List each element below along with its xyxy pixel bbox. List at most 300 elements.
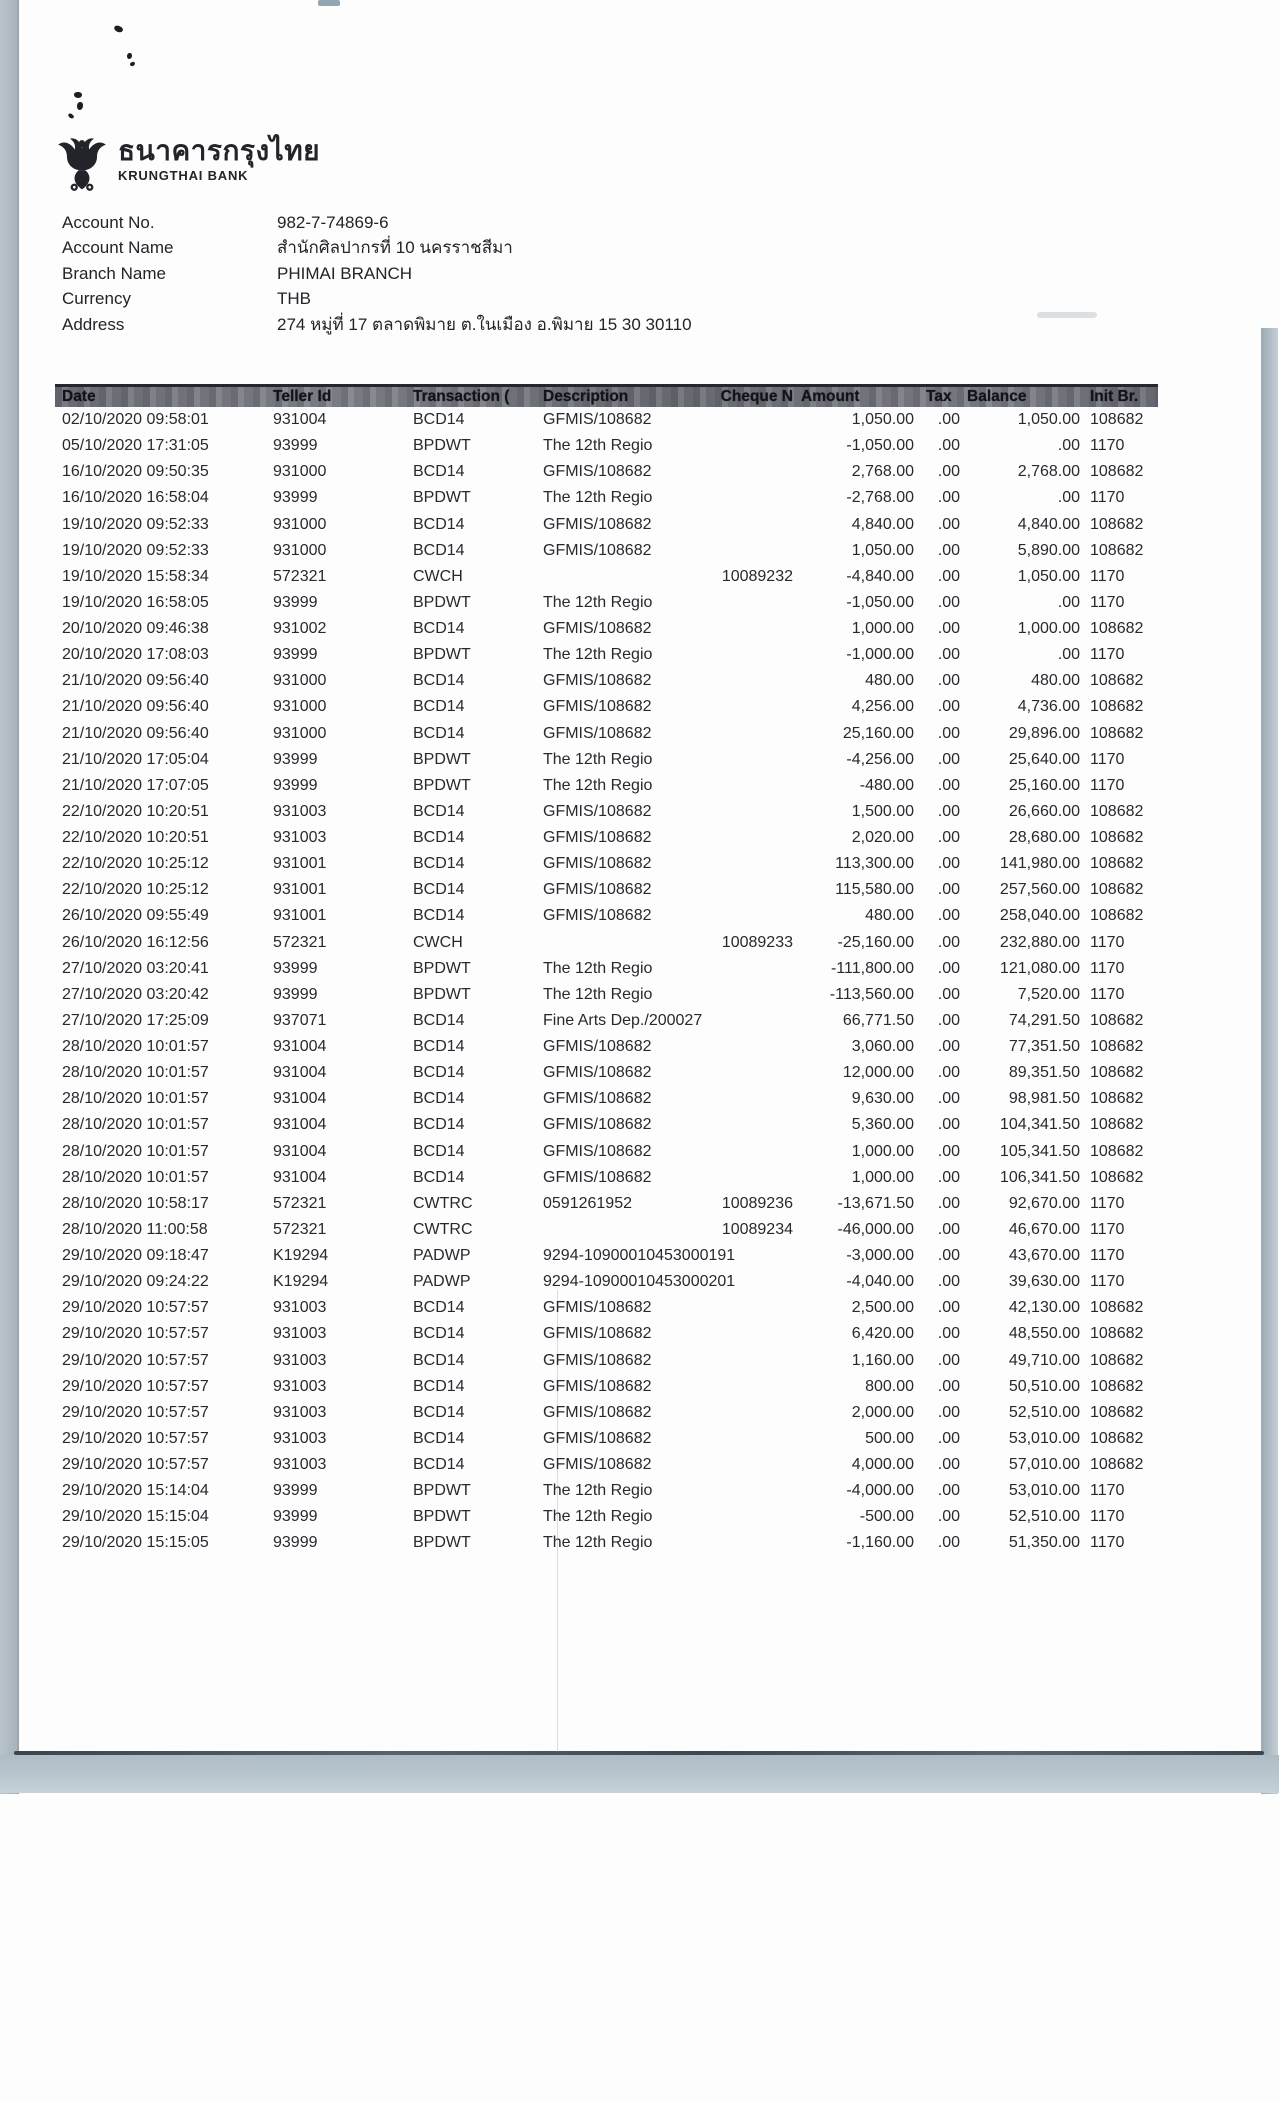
cell: [693, 1400, 793, 1426]
cell: 572321: [273, 933, 327, 951]
cell: [536, 930, 693, 956]
cell: 6,420.00: [851, 1325, 914, 1343]
cell: 108682: [1090, 1325, 1144, 1343]
cell: 1170: [1090, 1482, 1125, 1500]
cell: -4,000.00: [846, 1482, 914, 1500]
cell: -480.00: [859, 776, 914, 794]
scan-speck: [77, 102, 83, 110]
cell: .00: [937, 907, 960, 925]
cell: 28/10/2020 10:01:57: [62, 1168, 209, 1186]
cell: .00: [937, 1429, 960, 1447]
cell: CWCH: [413, 567, 463, 585]
cell: -111,800.00: [830, 959, 914, 977]
scan-edge-left: [0, 0, 19, 1794]
cell: 25,160.00: [1008, 776, 1080, 794]
cell: [693, 1112, 793, 1138]
transactions-body: [55, 407, 1158, 1557]
cell: 43,670.00: [1008, 1247, 1080, 1264]
cell: [693, 851, 793, 877]
cell: BCD14: [413, 1403, 465, 1421]
cell: 1170: [1090, 1508, 1125, 1526]
table-row: [55, 590, 1158, 616]
cell: BPDWT: [413, 1482, 471, 1500]
cell: The 12th Regio: [543, 646, 653, 664]
cell: 108682: [1090, 724, 1144, 742]
cell: CWCH: [413, 933, 463, 951]
cell: K19294: [273, 1247, 329, 1264]
table-row: [55, 668, 1158, 694]
cell: CWTRC: [413, 1220, 473, 1238]
cell: 93999: [273, 959, 318, 977]
cell: 108682: [1090, 1142, 1144, 1160]
currency-value: THB: [277, 289, 311, 309]
cell: [693, 1295, 793, 1321]
cell: [693, 903, 793, 929]
cell: BCD14: [413, 541, 465, 559]
cell: 572321: [273, 1220, 327, 1238]
transactions-head-row: [55, 386, 1158, 408]
cell: 02/10/2020 09:58:01: [62, 411, 209, 428]
cell: 51,350.00: [1008, 1534, 1080, 1552]
cell: [693, 1478, 793, 1504]
cell: 113,300.00: [835, 855, 914, 873]
cell: GFMIS/108682: [543, 672, 652, 690]
cell: BCD14: [413, 1325, 465, 1343]
table-row: [55, 694, 1158, 720]
cell: 121,080.00: [999, 959, 1080, 977]
cell: 1,500.00: [851, 802, 914, 820]
table-row: [55, 982, 1158, 1008]
cell: -46,000.00: [837, 1220, 914, 1238]
scan-speck: [127, 53, 132, 59]
cell: 1170: [1090, 1220, 1125, 1238]
cell: BCD14: [413, 802, 465, 820]
account-info-row: [62, 286, 692, 311]
table-row: [55, 1426, 1158, 1452]
cell: [693, 1060, 793, 1086]
cell: 2,768.00: [1017, 463, 1080, 481]
cell: 1,000.00: [851, 620, 914, 637]
cell: BCD14: [413, 829, 465, 846]
cell: 108682: [1090, 1116, 1144, 1134]
cell: [693, 1034, 793, 1060]
cell: BCD14: [413, 1168, 465, 1186]
cell: 1170: [1090, 489, 1125, 507]
scan-speck: [113, 24, 124, 34]
cell: 1,050.00: [851, 541, 914, 559]
table-row: [55, 747, 1158, 773]
cell: 66,771.50: [842, 1011, 914, 1029]
cell: 1170: [1090, 959, 1125, 977]
cell: GFMIS/108682: [543, 541, 652, 559]
table-row: [55, 433, 1158, 459]
cell: 108682: [1090, 1377, 1144, 1395]
cell: 931003: [273, 1299, 327, 1317]
cell: -1,160.00: [846, 1534, 914, 1552]
cell: [693, 1165, 793, 1191]
cell: 9294-10900010453000191: [543, 1247, 736, 1264]
cell: .00: [937, 1351, 960, 1369]
cell: 49,710.00: [1008, 1351, 1080, 1369]
cell: The 12th Regio: [543, 1508, 653, 1526]
cell: [693, 590, 793, 616]
cell: 22/10/2020 10:25:12: [62, 881, 209, 899]
cell: 931003: [273, 1403, 327, 1421]
currency-label: Currency: [62, 289, 131, 309]
cell: .00: [937, 1220, 960, 1238]
cell: 931000: [273, 463, 327, 481]
table-row: [55, 1321, 1158, 1347]
account-name-value: สำนักศิลปากรที่ 10 นครราชสีมา: [277, 238, 513, 258]
scan-speck: [130, 61, 136, 66]
cell: .00: [937, 881, 960, 899]
cell: 77,351.50: [1008, 1038, 1080, 1055]
cell: .00: [937, 1142, 960, 1160]
cell: 29/10/2020 10:57:57: [62, 1377, 209, 1395]
cell: 29/10/2020 10:57:57: [62, 1299, 209, 1317]
table-row: [55, 642, 1158, 668]
cell: 29/10/2020 10:57:57: [62, 1456, 209, 1473]
table-row: [55, 825, 1158, 851]
cell: BCD14: [413, 1142, 465, 1160]
cell: BCD14: [413, 672, 465, 690]
cell: BCD14: [413, 1064, 465, 1082]
cell: GFMIS/108682: [543, 1403, 652, 1421]
cell: 29/10/2020 09:24:22: [62, 1273, 209, 1291]
account-info-row: [62, 210, 692, 235]
table-row: [55, 903, 1158, 929]
cell: .00: [937, 489, 960, 507]
cell: 108682: [1090, 1168, 1144, 1186]
cell: -4,040.00: [846, 1273, 914, 1291]
cell: 931000: [273, 698, 327, 716]
cell: BPDWT: [413, 985, 471, 1003]
cell: .00: [937, 1508, 960, 1526]
address-value: 274 หมู่ที่ 17 ตลาดพิมาย ต.ในเมือง อ.พิมาย 15 30 30110: [277, 314, 692, 334]
cell: [693, 694, 793, 720]
cell: 28/10/2020 10:01:57: [62, 1090, 209, 1108]
cell: 500.00: [865, 1429, 914, 1447]
cell: .00: [937, 1299, 960, 1317]
cell: [693, 668, 793, 694]
cell: .00: [937, 620, 960, 637]
cell: 93999: [273, 985, 318, 1003]
cell: 9294-10900010453000201: [543, 1273, 736, 1291]
cell: [693, 747, 793, 773]
cell: -4,256.00: [846, 750, 914, 768]
cell: BPDWT: [413, 646, 471, 664]
table-row: [55, 1165, 1158, 1191]
cell: 29,896.00: [1008, 724, 1080, 742]
cell: 93999: [273, 646, 318, 664]
cell: 108682: [1090, 855, 1144, 873]
cell: 108682: [1090, 1064, 1144, 1082]
cell: 93999: [273, 750, 318, 768]
table-row: [55, 538, 1158, 564]
cell: 52,510.00: [1008, 1403, 1080, 1421]
cell: 52,510.00: [1008, 1508, 1080, 1526]
cell: [693, 1504, 793, 1530]
cell: K19294: [273, 1273, 329, 1291]
scan-speck: [67, 113, 74, 120]
cell: 931004: [273, 1142, 327, 1160]
scan-smudge: [1037, 312, 1097, 318]
column-header: Teller Id: [273, 388, 332, 405]
cell: 26/10/2020 16:12:56: [62, 933, 209, 951]
cell: .00: [937, 750, 960, 768]
cell: [693, 1008, 793, 1034]
cell: 21/10/2020 17:07:05: [62, 776, 209, 794]
cell: 5,360.00: [851, 1116, 914, 1134]
cell: BPDWT: [413, 959, 471, 977]
cell: BCD14: [413, 881, 465, 899]
cell: 7,520.00: [1017, 985, 1080, 1003]
cell: -1,000.00: [846, 646, 914, 664]
cell: 141,980.00: [999, 855, 1080, 873]
cell: .00: [937, 1038, 960, 1055]
cell: 10089233: [721, 933, 793, 951]
address-label: Address: [62, 314, 125, 334]
cell: [693, 1348, 793, 1374]
cell: 93999: [273, 489, 318, 507]
cell: 2,500.00: [851, 1299, 914, 1317]
cell: 105,341.50: [999, 1142, 1080, 1160]
cell: 98,981.50: [1008, 1090, 1080, 1108]
cell: -13,671.50: [837, 1194, 914, 1212]
cell: BPDWT: [413, 776, 471, 794]
cell: 931002: [273, 620, 327, 637]
cell: .00: [937, 463, 960, 481]
cell: GFMIS/108682: [543, 881, 652, 899]
cell: 26/10/2020 09:55:49: [62, 907, 209, 925]
cell: The 12th Regio: [543, 1534, 653, 1552]
cell: 931003: [273, 1456, 327, 1473]
cell: 1170: [1090, 1534, 1125, 1552]
cell: -25,160.00: [837, 933, 914, 951]
cell: 1170: [1090, 750, 1125, 768]
cell: GFMIS/108682: [543, 1090, 652, 1108]
account-info-row: [62, 235, 692, 260]
cell: 931003: [273, 1429, 327, 1447]
account-name-label: Account Name: [62, 238, 174, 258]
scan-edge-bottom-band: [0, 1755, 1279, 1793]
cell: 1170: [1090, 567, 1125, 585]
cell: GFMIS/108682: [543, 463, 652, 481]
cell: 1170: [1090, 933, 1125, 951]
cell: .00: [937, 933, 960, 951]
cell: 572321: [273, 567, 327, 585]
table-row: [55, 1478, 1158, 1504]
cell: 1,050.00: [851, 411, 914, 428]
cell: [693, 616, 793, 642]
cell: GFMIS/108682: [543, 907, 652, 925]
cell: 108682: [1090, 620, 1144, 637]
cell: The 12th Regio: [543, 593, 653, 611]
cell: 108682: [1090, 541, 1144, 559]
cell: .00: [937, 1168, 960, 1186]
cell: BPDWT: [413, 489, 471, 507]
cell: 93999: [273, 437, 318, 455]
cell: [693, 1374, 793, 1400]
cell: 931000: [273, 515, 327, 533]
cell: .00: [937, 802, 960, 820]
cell: [693, 459, 793, 485]
table-row: [55, 877, 1158, 903]
cell: The 12th Regio: [543, 1482, 653, 1500]
cell: BCD14: [413, 620, 465, 637]
cell: GFMIS/108682: [543, 515, 652, 533]
cell: GFMIS/108682: [543, 1168, 652, 1186]
cell: 28/10/2020 11:00:58: [62, 1220, 208, 1238]
cell: GFMIS/108682: [543, 829, 652, 846]
cell: 931001: [273, 855, 327, 873]
cell: 29/10/2020 15:15:05: [62, 1534, 209, 1552]
cell: 937071: [273, 1011, 327, 1029]
cell: 1,000.00: [851, 1142, 914, 1160]
cell: [693, 773, 793, 799]
cell: BPDWT: [413, 750, 471, 768]
cell: [536, 564, 693, 590]
cell: .00: [1057, 437, 1080, 455]
cell: BPDWT: [413, 593, 471, 611]
cell: .00: [937, 1116, 960, 1134]
cell: 28,680.00: [1008, 829, 1080, 846]
table-row: [55, 485, 1158, 511]
cell: [693, 1321, 793, 1347]
table-row: [55, 1452, 1158, 1478]
table-row: [55, 512, 1158, 538]
cell: 2,768.00: [851, 463, 914, 481]
cell: 4,256.00: [851, 698, 914, 716]
cell: 108682: [1090, 1038, 1144, 1055]
cell: 108682: [1090, 881, 1144, 899]
cell: BCD14: [413, 698, 465, 716]
cell: .00: [937, 411, 960, 428]
cell: 931004: [273, 1116, 327, 1134]
cell: [693, 1452, 793, 1478]
cell: 800.00: [865, 1377, 914, 1395]
table-row: [55, 459, 1158, 485]
cell: 108682: [1090, 1456, 1144, 1473]
table-row: [55, 1504, 1158, 1530]
cell: 19/10/2020 16:58:05: [62, 593, 209, 611]
cell: 29/10/2020 09:18:47: [62, 1247, 209, 1264]
cell: 1170: [1090, 776, 1125, 794]
table-row: [55, 1295, 1158, 1321]
cell: -3,000.00: [846, 1247, 914, 1264]
cell: 22/10/2020 10:20:51: [62, 802, 209, 820]
cell: 10089234: [721, 1220, 793, 1238]
cell: The 12th Regio: [543, 985, 653, 1003]
cell: 108682: [1090, 463, 1144, 481]
cell: [693, 799, 793, 825]
cell: GFMIS/108682: [543, 411, 652, 428]
cell: 21/10/2020 17:05:04: [62, 750, 209, 768]
cell: GFMIS/108682: [543, 1456, 652, 1473]
cell: The 12th Regio: [543, 437, 653, 455]
cell: 108682: [1090, 411, 1144, 428]
column-header: Amount: [801, 388, 860, 405]
table-row: [55, 1034, 1158, 1060]
scan-edge-right: [1261, 328, 1278, 1794]
table-row: [55, 407, 1158, 433]
cell: BCD14: [413, 907, 465, 925]
cell: 931001: [273, 907, 327, 925]
cell: [693, 1530, 793, 1556]
cell: [536, 1217, 693, 1243]
table-row: [55, 773, 1158, 799]
cell: .00: [937, 1011, 960, 1029]
cell: [693, 407, 793, 433]
cell: 25,160.00: [842, 724, 914, 742]
cell: .00: [937, 1377, 960, 1395]
cell: 1,160.00: [851, 1351, 914, 1369]
cell: BCD14: [413, 1038, 465, 1055]
branch-name-label: Branch Name: [62, 263, 166, 283]
cell: 29/10/2020 10:57:57: [62, 1325, 209, 1343]
cell: 257,560.00: [999, 881, 1080, 899]
cell: .00: [937, 724, 960, 742]
cell: 108682: [1090, 1403, 1144, 1421]
cell: 931004: [273, 1038, 327, 1055]
cell: 115,580.00: [835, 881, 914, 899]
cell: BCD14: [413, 515, 465, 533]
table-row: [55, 799, 1158, 825]
cell: 05/10/2020 17:31:05: [62, 437, 209, 455]
cell: 42,130.00: [1008, 1299, 1080, 1317]
cell: [693, 825, 793, 851]
cell: [693, 721, 793, 747]
cell: GFMIS/108682: [543, 1064, 652, 1082]
cell: 480.00: [865, 672, 914, 690]
cell: 931004: [273, 1168, 327, 1186]
cell: 931003: [273, 1377, 327, 1395]
cell: .00: [937, 698, 960, 716]
cell: -2,768.00: [846, 489, 914, 507]
branch-name-value: PHIMAI BRANCH: [277, 263, 413, 283]
cell: 27/10/2020 03:20:41: [62, 959, 209, 977]
cell: 108682: [1090, 829, 1144, 846]
cell: 27/10/2020 17:25:09: [62, 1011, 209, 1029]
cell: [693, 1139, 793, 1165]
cell: 29/10/2020 10:57:57: [62, 1351, 209, 1369]
cell: [693, 512, 793, 538]
table-row: [55, 1348, 1158, 1374]
cell: 3,060.00: [851, 1038, 914, 1055]
table-row: [55, 956, 1158, 982]
cell: 93999: [273, 1534, 318, 1552]
cell: .00: [937, 646, 960, 664]
cell: 16/10/2020 09:50:35: [62, 463, 209, 481]
column-header: Cheque N: [720, 388, 793, 405]
cell: 931003: [273, 1351, 327, 1369]
cell: [693, 956, 793, 982]
cell: GFMIS/108682: [543, 1325, 652, 1343]
cell: 931003: [273, 1325, 327, 1343]
cell: The 12th Regio: [543, 750, 653, 768]
table-row: [55, 616, 1158, 642]
table-row: [55, 1086, 1158, 1112]
column-header: Transaction (: [413, 388, 510, 405]
cell: PADWP: [413, 1273, 471, 1291]
cell: CWTRC: [413, 1194, 473, 1212]
cell: BPDWT: [413, 1534, 471, 1552]
table-row: [55, 1269, 1158, 1295]
cell: 19/10/2020 15:58:34: [62, 567, 209, 585]
cell: .00: [937, 593, 960, 611]
cell: 28/10/2020 10:01:57: [62, 1038, 209, 1055]
cell: GFMIS/108682: [543, 1142, 652, 1160]
